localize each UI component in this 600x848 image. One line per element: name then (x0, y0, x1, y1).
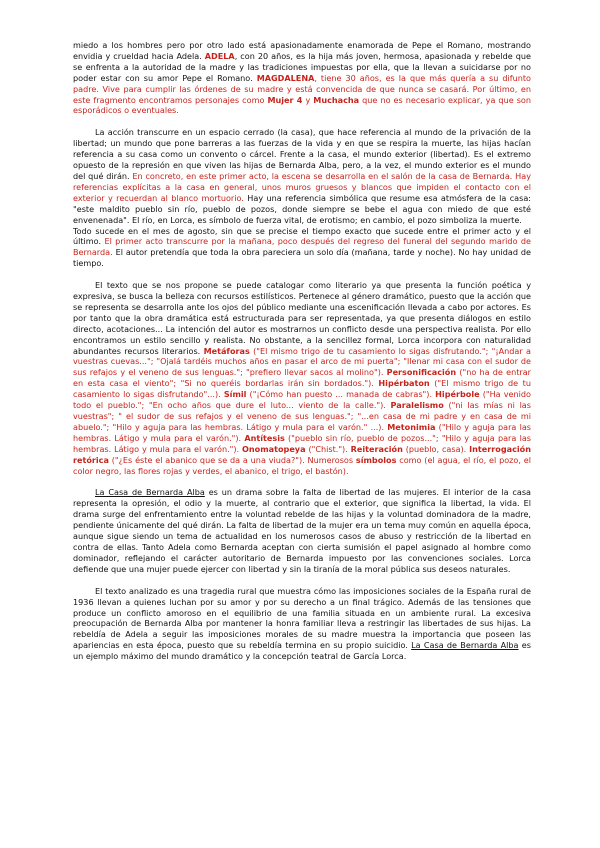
term-interrogacion: Interrogación retórica (73, 443, 531, 465)
term-metonimia: Metonimia (387, 421, 436, 432)
term-paralelismo: Paralelismo (390, 400, 444, 411)
term-hiperbaton: Hipérbaton (378, 378, 430, 389)
paragraph-time: Todo sucede en el mes de agosto, sin que se precise el tiempo exacto que sucede entre el primer acto y el último. El primer acto transcurre por la mañana, poco después del regreso del funeral del segundo marido de Bernarda. El autor pretendía que toda la obra pareciera un solo día (mañana, tarde y noche). No hay unidad de tiempo. (73, 225, 532, 269)
term-simil: Símil (223, 389, 247, 400)
paragraph-characters: miedo a los hombres pero por otro lado está apasionadamente enamorada de Pepe el Romano, mostrando envidia y crueldad hacia Adela. ADELA, con 20 años, es la hija más joven, hermosa, apasionada y rebelde que se enfrenta a la autoridad de la madre y las tradiciones impuestas por ella, que la llevan a suicidarse por no poder estar con su amor Pepe el Romano. MAGDALENA, tiene 30 años, es la que más quería a su difunto padre. Vive para cumplir las órdenes de su madre y está convencida de que nunca se casará. Por último, en este fragmento encontramos personajes como Mujer 4 y Muchacha que no es necesario explicar, ya que son esporádicos o eventuales. (73, 40, 532, 116)
document-page (73, 40, 531, 673)
paragraph-space: La acción transcurre en un espacio cerrado (la casa), que hace referencia al mundo de la privación de la libertad; un mundo que pone barreras a las fuerzas de la vida y en que se respira la muerte, las hijas hacían referencia a su casa como un convento o cárcel. Frente a la casa, el mundo exterior (libertad). Es el extremo opuesto de la represión en que viven las hijas de Bernarda Alba, pero, a la vez, el mundo exterior es el mundo del qué dirán. En concreto, en este primer acto, la escena se desarrolla en el salón de la casa de Bernarda. Hay referencias explícitas a la casa en general, unos muros gruesos y blancos que impiden el contacto con el exterior y recuerdan al blanco mortuorio. Hay una referencia simbólica que resume esa atmósfera de la casa: "este maldito pueblo sin río, pueblo de pozos, donde siempre se bebe el agua con miedo de que esté envenenada". El río, en Lorca, es símbolo de fuerza vital, de erotismo; en cambio, el pozo simboliza la muerte. (73, 127, 532, 225)
work-title: La Casa de Bernarda Alba (411, 640, 519, 651)
term-hiperbole: Hipérbole (435, 389, 480, 400)
term-antitesis: Antítesis (244, 432, 285, 443)
character-mujer4: Mujer 4 (267, 94, 303, 105)
work-title: La Casa de Bernarda Alba (95, 487, 205, 498)
paragraph-theme: La Casa de Bernarda Alba es un drama sobre la falta de libertad de las mujeres. El interior de la casa representa la opresión, el odio y la muerte, al contrario que el exterior, que significa la libertad, la vida. El drama surge del enfrentamiento entre la voluntad rebelde de las hijas y la voluntad dominadora de la madre, pendiente únicamente del qué dirán. La falta de libertad de la mujer era un tema muy común en aquella época, aunque sigue siendo un tema de actualidad en los numerosos casos de abuso y restricción de la libertad en contra de ellas. Tanto Adela como Bernarda aceptan con cierta sumisión el papel asignado al hombre como dominador, reflejando el carácter autoritario de Bernarda impuesto por las convenciones sociales. Lorca defiende que una mujer puede ejercer con libertad y sin la tiranía de la moral pública sus deseos naturales. (73, 487, 531, 574)
character-muchacha: Muchacha (313, 94, 360, 105)
term-reiteracion: Reiteración (350, 443, 403, 454)
paragraph-conclusion: El texto analizado es una tragedia rural que muestra cómo las imposiciones sociales de la España rural de 1936 llevan a quienes luchan por su amor y por su derecho a un final trágico. Además de las tensiones que produce un conflicto amoroso en el equilibrio de una familia situada en un ambiente rural. La excesiva preocupación de Bernarda Alba por mantener la honra familiar lleva a restringir las libertades de sus hijas. La rebeldía de Adela a seguir las imposiciones morales de su madre muestra la importancia que poseen las apariencias en esta época, puesto que su rebeldía termina en su propio suicidio. La Casa de Bernarda Alba es un ejemplo máximo del mundo dramático y la concepción teatral de García Lorca. (73, 585, 531, 662)
term-simbolos: símbolos (355, 454, 397, 465)
term-metaforas: Metáforas (203, 345, 250, 356)
term-personificacion: Personificación (386, 367, 457, 378)
term-onomatopeya: Onomatopeya (242, 443, 306, 454)
character-magdalena: MAGDALENA (256, 72, 315, 83)
paragraph-literary-devices: El texto que se nos propone se puede catalogar como literario ya que presenta la función poética y expresiva, se busca la belleza con recursos estilísticos. Pertenece al género dramático, puesto que la acción que se representa se desarrolla ante los ojos del público mediante una escenificación llevada a cabo por actores. Es por tanto que la obra dramática está estructurada para ser representada, ya que presenta diálogos en estilo directo, acotaciones... La intención del autor es mostrarnos un conflicto desde una perspectiva realista. Por ello encontramos un estilo sencillo y realista. No obstante, a la sencillez formal, Lorca incorpora con naturalidad abundantes recursos literarios. Metáforas ("El mismo trigo de tu casamiento lo sigas disfrutando."; "¡Andar a vuestras cuevas..."; "Ojalá tardéis muchos años en pasar el arco de mi puerta"; "llenar mi casa con el sudor de sus refajos y el veneno de sus lenguas."; "prefiero llevar sacos al molino"). Personificación ("no ha de entrar en esta casa el viento"; "Si no queréis bordarlas irán sin bordados."). Hipérbaton ("El mismo trigo de tu casamiento lo sigas disfrutando"...). Símil ("¡Cómo han puesto ... manada de cabras"). Hipérbole ("Ha venido todo el pueblo."; "En ocho años que dure el luto... viento de la calle."). Paralelismo ("ni las mías ni las vuestras"; " el sudor de sus refajos y el veneno de sus lenguas."; "...en casa de mi padre y en casa de mi abuelo."; "Hilo y aguja para las hembras. Látigo y mula para el varón." ...). Metonimia ("Hilo y aguja para las hembras. Látigo y mula para el varón."). Antítesis ("pueblo sin río, pueblo de pozos..."; "Hilo y aguja para las hembras. Látigo y mula para el varón."). Onomatopeya ("Chist."). Reiteración (pueblo, casa). Interrogación retórica ("¿Es éste el abanico que se da a una viuda?"). Numerosos símbolos como (el agua, el río, el pozo, el color negro, las flores rojas y verdes, el abanico, el trigo, el bastón). (73, 280, 532, 476)
character-adela: ADELA (204, 50, 235, 61)
